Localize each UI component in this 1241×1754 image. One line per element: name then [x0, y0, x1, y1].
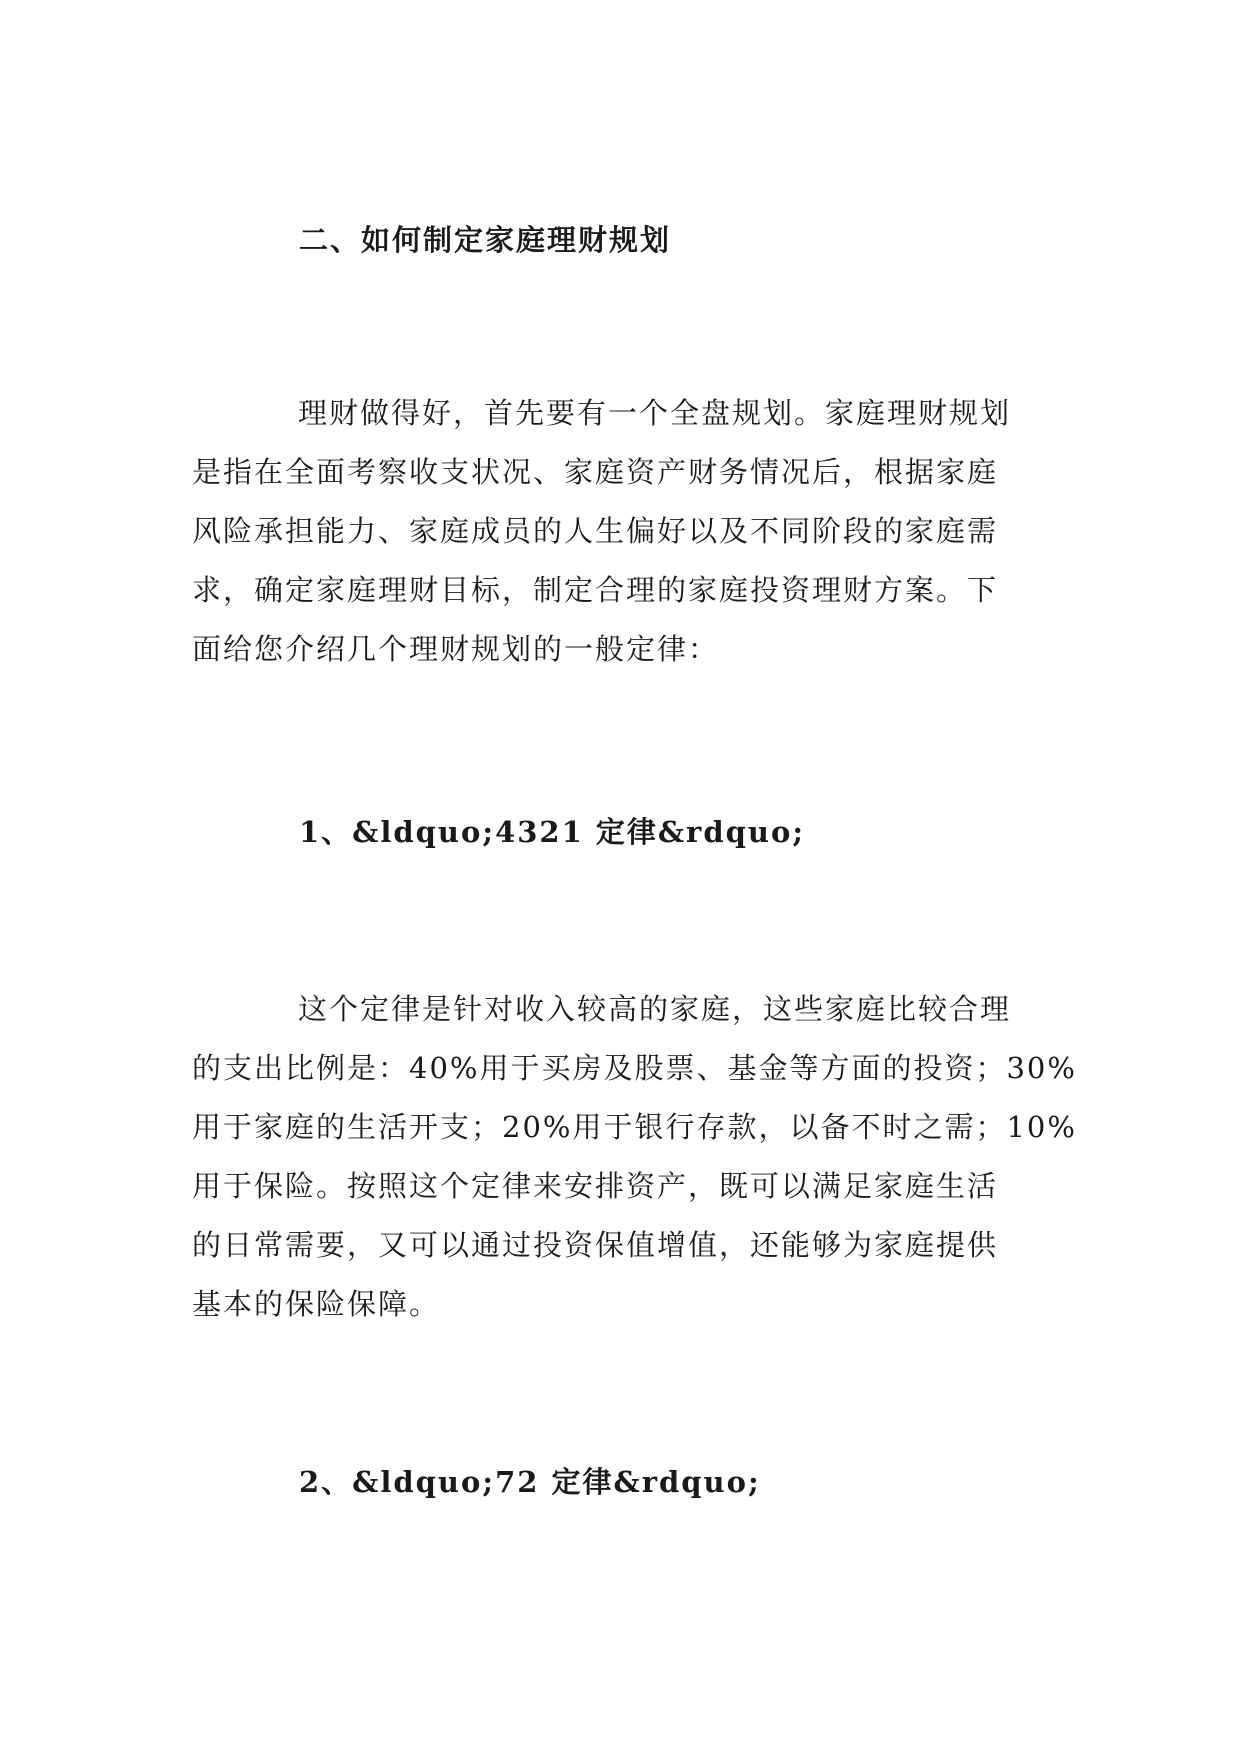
rule2-heading: 2、&ldquo;72 定律&rdquo; [299, 1465, 761, 1499]
rule1-line-2: 的支出比例是：40%用于买房及股票、基金等方面的投资；30% [192, 1051, 1077, 1085]
rule1-line-6: 基本的保险保障。 [192, 1287, 441, 1321]
rule1-line-1: 这个定律是针对收入较高的家庭，这些家庭比较合理 [298, 992, 1012, 1026]
intro-line-2: 是指在全面考察收支状况、家庭资产财务情况后，根据家庭 [192, 455, 999, 489]
intro-paragraph [192, 384, 1064, 679]
rule1-line-4: 用于保险。按照这个定律来安排资产，既可以满足家庭生活 [192, 1169, 999, 1203]
rule1-paragraph [192, 980, 1077, 1334]
section-title: 二、如何制定家庭理财规划 [299, 223, 672, 257]
rule1-line-5: 的日常需要，又可以通过投资保值增值，还能够为家庭提供 [192, 1228, 999, 1262]
intro-line-5: 面给您介绍几个理财规划的一般定律： [192, 632, 720, 666]
rule1-heading: 1、&ldquo;4321 定律&rdquo; [299, 815, 806, 849]
intro-line-3: 风险承担能力、家庭成员的人生偏好以及不同阶段的家庭需 [192, 514, 999, 548]
intro-line-4: 求，确定家庭理财目标，制定合理的家庭投资理财方案。下 [192, 573, 999, 607]
rule1-line-3: 用于家庭的生活开支；20%用于银行存款，以备不时之需；10% [192, 1110, 1077, 1144]
intro-line-1: 理财做得好，首先要有一个全盘规划。家庭理财规划 [298, 396, 1012, 430]
